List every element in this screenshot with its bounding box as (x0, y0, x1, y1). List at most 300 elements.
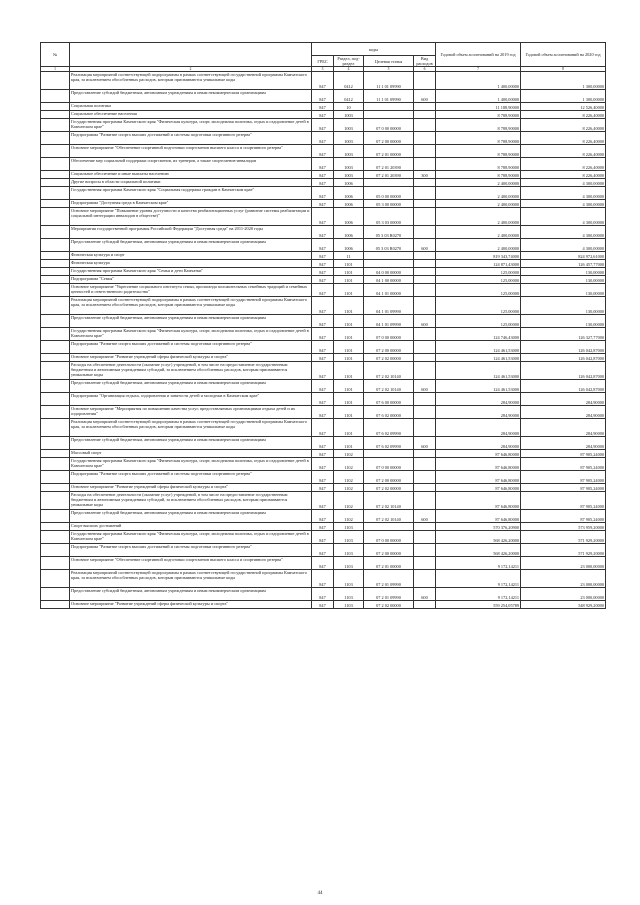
row-number-cell (41, 111, 70, 119)
table-row (41, 492, 606, 510)
table-row (41, 601, 606, 609)
table-row (41, 437, 606, 450)
row-target-cell: 07 2 00 00000 (364, 341, 414, 354)
table-row (41, 523, 606, 531)
row-name-cell: Подпрограмма "Развитие спорта высших достижений и системы подготовки спортивного резерва" (70, 471, 312, 484)
row-number-cell (41, 103, 70, 111)
table-row (41, 103, 606, 111)
row-number-cell (41, 268, 70, 276)
row-number-cell (41, 380, 70, 393)
row-grbs-cell: 847 (312, 544, 334, 557)
row-2020-amount-cell: 8 226,40000 (521, 111, 606, 119)
row-target-cell: 04 1 00 00000 (364, 276, 414, 284)
row-name-cell: Подпрограмма "Семья" (70, 276, 312, 284)
row-target-cell: 05 3 03 R0270 (364, 226, 414, 239)
row-target-cell: 07 2 02 00000 (364, 354, 414, 362)
row-target-cell: 07 2 02 00000 (364, 484, 414, 492)
row-expense-type-cell (414, 557, 436, 570)
row-grbs-cell: 847 (312, 239, 334, 252)
row-grbs-cell: 847 (312, 484, 334, 492)
row-2019-amount-cell: 125,00000 (436, 315, 521, 328)
row-2019-amount-cell: 284,90000 (436, 406, 521, 419)
row-number-cell (41, 328, 70, 341)
row-expense-type-cell (414, 354, 436, 362)
row-2019-amount-cell: 87 646,80000 (436, 450, 521, 458)
row-grbs-cell: 847 (312, 523, 334, 531)
row-2019-amount-cell: 87 646,80000 (436, 492, 521, 510)
row-number-cell (41, 523, 70, 531)
table-row (41, 510, 606, 523)
index-cell: 6 (414, 67, 436, 72)
row-number-cell (41, 90, 70, 103)
row-number-cell (41, 354, 70, 362)
row-target-cell: 07 6 02 09990 (364, 419, 414, 437)
row-expense-type-cell: 600 (414, 239, 436, 252)
row-expense-type-cell (414, 268, 436, 276)
row-section-cell: 1103 (334, 557, 364, 570)
row-grbs-cell: 847 (312, 557, 334, 570)
row-name-cell: Подпрограмма "Развитие спорта высших достижений и системы подготовки спортивного резерва" (70, 132, 312, 145)
row-2020-amount-cell: 130,00000 (521, 268, 606, 276)
row-section-cell: 1006 (334, 179, 364, 187)
row-grbs-cell: 847 (312, 260, 334, 268)
row-2019-amount-cell: 125,00000 (436, 268, 521, 276)
row-target-cell (364, 179, 414, 187)
row-section-cell: 1101 (334, 437, 364, 450)
row-section-cell: 1003 (334, 158, 364, 171)
row-name-cell: Государственная программа Камчатского края "Физическая культура, спорт, молодежная политика, отдых и оздоровление детей в Камчатском крае" (70, 119, 312, 132)
row-name-cell: Предоставление субсидий бюджетным, автономным учреждениям и иным некоммерческим организациям (70, 90, 312, 103)
row-name-cell: Подпрограмма "Организация отдыха, оздоровления и занятости детей и молодежи в Камчатском крае" (70, 393, 312, 406)
row-expense-type-cell (414, 284, 436, 297)
row-2019-amount-cell: 559 254,05789 (436, 601, 521, 609)
row-name-cell: Предоставление субсидий бюджетным, автономным учреждениям и иным некоммерческим организациям (70, 239, 312, 252)
row-2020-amount-cell: 23 000,00000 (521, 570, 606, 588)
row-grbs-cell: 847 (312, 268, 334, 276)
row-number-cell (41, 341, 70, 354)
row-expense-type-cell: 600 (414, 380, 436, 393)
row-grbs-cell: 847 (312, 419, 334, 437)
table-row (41, 484, 606, 492)
row-2019-amount-cell: 124 461,53000 (436, 341, 521, 354)
row-2019-amount-cell: 2 400,00000 (436, 208, 521, 226)
row-expense-type-cell (414, 200, 436, 208)
row-2019-amount-cell: 2 400,00000 (436, 226, 521, 239)
row-grbs-cell: 847 (312, 510, 334, 523)
index-cell: 4 (334, 67, 364, 72)
row-number-cell (41, 393, 70, 406)
row-name-cell: Социальное обеспечение и иные выплаты населению (70, 171, 312, 179)
row-2020-amount-cell: 23 000,00000 (521, 557, 606, 570)
row-target-cell: 07 2 01 20390 (364, 158, 414, 171)
row-2020-amount-cell: 87 905,24000 (521, 471, 606, 484)
row-2020-amount-cell: 23 000,00000 (521, 588, 606, 601)
row-name-cell: Основное мероприятие "Обеспечение спортивной подготовки спортсменов высшего класса и спортивного резерва" (70, 145, 312, 158)
row-section-cell: 1003 (334, 132, 364, 145)
row-name-cell: Основное мероприятие "Развитие учреждений сферы физической культуры и спорта" (70, 484, 312, 492)
table-row (41, 276, 606, 284)
row-number-cell (41, 239, 70, 252)
table-row (41, 239, 606, 252)
table-row (41, 419, 606, 437)
row-expense-type-cell (414, 484, 436, 492)
row-2020-amount-cell: 87 905,24000 (521, 458, 606, 471)
row-2020-amount-cell: 4 300,00000 (521, 208, 606, 226)
table-row (41, 471, 606, 484)
row-section-cell: 1101 (334, 297, 364, 315)
row-name-cell: Подпрограмма "Развитие спорта высших достижений и системы подготовки спортивного резерва" (70, 341, 312, 354)
row-grbs-cell: 847 (312, 90, 334, 103)
row-target-cell: 07 2 02 10140 (364, 380, 414, 393)
header-grbs: ГРБС (312, 56, 334, 67)
header-num: № (41, 43, 70, 67)
row-2019-amount-cell: 568 426,20000 (436, 544, 521, 557)
row-name-cell: Физическая культура и спорт (70, 252, 312, 260)
row-number-cell (41, 119, 70, 132)
table-row (41, 252, 606, 260)
row-section-cell: 10 (334, 103, 364, 111)
row-expense-type-cell (414, 531, 436, 544)
row-section-cell: 1103 (334, 601, 364, 609)
table-row (41, 119, 606, 132)
table-row (41, 354, 606, 362)
row-2020-amount-cell: 573 959,20000 (521, 523, 606, 531)
table-row (41, 158, 606, 171)
row-section-cell: 1101 (334, 354, 364, 362)
row-expense-type-cell (414, 362, 436, 380)
index-cell: 8 (521, 67, 606, 72)
row-2020-amount-cell: 284,90000 (521, 419, 606, 437)
row-name-cell: Основное мероприятие "Обеспечение спортивной подготовки спортсменов высшего класса и спортивного резерва" (70, 557, 312, 570)
row-2020-amount-cell: 4 300,00000 (521, 200, 606, 208)
row-2019-amount-cell: 8 788,90000 (436, 132, 521, 145)
row-target-cell: 07 6 02 09990 (364, 437, 414, 450)
table-row (41, 557, 606, 570)
row-expense-type-cell (414, 145, 436, 158)
row-2020-amount-cell: 126 457,77000 (521, 260, 606, 268)
table-row (41, 458, 606, 471)
row-expense-type-cell (414, 328, 436, 341)
row-2019-amount-cell: 87 646,80000 (436, 510, 521, 523)
row-section-cell: 1101 (334, 260, 364, 268)
row-grbs-cell: 847 (312, 145, 334, 158)
row-grbs-cell: 847 (312, 297, 334, 315)
row-2020-amount-cell: 87 905,24000 (521, 492, 606, 510)
row-target-cell: 07 2 00 00000 (364, 471, 414, 484)
row-section-cell: 1003 (334, 119, 364, 132)
table-row (41, 588, 606, 601)
row-name-cell: Государственная программа Камчатского края "Физическая культура, спорт, молодежная политика, отдых и оздоровление детей в Камчатском крае" (70, 328, 312, 341)
row-grbs-cell: 847 (312, 588, 334, 601)
row-section-cell: 1101 (334, 393, 364, 406)
row-section-cell: 1101 (334, 362, 364, 380)
row-target-cell: 07 2 01 09990 (364, 570, 414, 588)
row-2019-amount-cell: 9 172,14211 (436, 570, 521, 588)
row-2019-amount-cell: 9 172,14211 (436, 557, 521, 570)
row-2020-amount-cell: 824 972,61000 (521, 252, 606, 260)
row-number-cell (41, 601, 70, 609)
row-number-cell (41, 260, 70, 268)
row-number-cell (41, 588, 70, 601)
row-2019-amount-cell: 87 646,80000 (436, 484, 521, 492)
row-expense-type-cell: 600 (414, 510, 436, 523)
row-target-cell (364, 450, 414, 458)
row-number-cell (41, 315, 70, 328)
row-2019-amount-cell: 125,00000 (436, 276, 521, 284)
row-section-cell: 1102 (334, 450, 364, 458)
row-name-cell: Другие вопросы в области социальной политики (70, 179, 312, 187)
row-grbs-cell: 847 (312, 284, 334, 297)
row-grbs-cell: 847 (312, 354, 334, 362)
row-expense-type-cell (414, 450, 436, 458)
row-2019-amount-cell: 8 788,90000 (436, 111, 521, 119)
row-grbs-cell: 847 (312, 171, 334, 179)
row-name-cell: Спорт высших достижений (70, 523, 312, 531)
table-row (41, 341, 606, 354)
row-2019-amount-cell: 819 343,74000 (436, 252, 521, 260)
row-2020-amount-cell: 130,00000 (521, 284, 606, 297)
row-grbs-cell: 847 (312, 158, 334, 171)
row-name-cell: Социальное обеспечение населения (70, 111, 312, 119)
row-grbs-cell: 847 (312, 437, 334, 450)
row-number-cell (41, 419, 70, 437)
row-2020-amount-cell: 571 929,20000 (521, 544, 606, 557)
row-section-cell: 1101 (334, 419, 364, 437)
row-number-cell (41, 252, 70, 260)
row-2020-amount-cell: 126 327,77000 (521, 328, 606, 341)
row-target-cell: 05 3 03 00000 (364, 208, 414, 226)
row-2019-amount-cell: 1 400,00000 (436, 90, 521, 103)
row-grbs-cell: 847 (312, 187, 334, 200)
row-grbs-cell: 847 (312, 276, 334, 284)
row-name-cell: Государственная программа Камчатского края "Семья и дети Камчатки" (70, 268, 312, 276)
header-name (70, 43, 312, 67)
row-section-cell: 0412 (334, 72, 364, 90)
row-section-cell: 11 (334, 252, 364, 260)
row-expense-type-cell (414, 119, 436, 132)
row-2019-amount-cell: 87 646,80000 (436, 471, 521, 484)
row-grbs-cell: 847 (312, 471, 334, 484)
row-grbs-cell: 847 (312, 531, 334, 544)
row-grbs-cell: 847 (312, 450, 334, 458)
table-row (41, 171, 606, 179)
row-section-cell: 1103 (334, 570, 364, 588)
row-name-cell: Расходы на обеспечение деятельности (оказание услуг) учреждений, в том числе на предоставление государственным бюджетным и автономным учреждениям субсидий, за исключением обособленных расходов, которым присваиваются уникальные коды (70, 492, 312, 510)
table-row (41, 200, 606, 208)
budget-table (40, 42, 606, 609)
row-2019-amount-cell: 2 400,00000 (436, 200, 521, 208)
row-expense-type-cell (414, 72, 436, 90)
row-number-cell (41, 171, 70, 179)
row-number-cell (41, 458, 70, 471)
row-number-cell (41, 276, 70, 284)
row-section-cell: 0412 (334, 90, 364, 103)
row-target-cell: 07 2 02 10140 (364, 492, 414, 510)
row-target-cell: 07 2 00 00000 (364, 544, 414, 557)
row-section-cell: 1003 (334, 145, 364, 158)
row-2020-amount-cell: 571 929,20000 (521, 531, 606, 544)
table-row (41, 72, 606, 90)
row-name-cell: Государственная программа Камчатского края "Физическая культура, спорт, молодежная политика, отдых и оздоровление детей в Камчатском крае" (70, 458, 312, 471)
table-row (41, 208, 606, 226)
row-grbs-cell: 847 (312, 208, 334, 226)
row-number-cell (41, 208, 70, 226)
row-2020-amount-cell: 284,90000 (521, 437, 606, 450)
row-section-cell: 1102 (334, 484, 364, 492)
row-2019-amount-cell: 570 376,20900 (436, 523, 521, 531)
row-2020-amount-cell: 8 226,40000 (521, 119, 606, 132)
row-expense-type-cell: 300 (414, 171, 436, 179)
table-row (41, 268, 606, 276)
row-section-cell: 1101 (334, 276, 364, 284)
row-section-cell: 1006 (334, 226, 364, 239)
page-number: 44 (317, 891, 323, 896)
row-target-cell: 04 0 00 00000 (364, 268, 414, 276)
row-number-cell (41, 297, 70, 315)
row-target-cell: 07 2 02 00000 (364, 601, 414, 609)
row-section-cell: 1006 (334, 239, 364, 252)
row-expense-type-cell (414, 252, 436, 260)
table-row (41, 393, 606, 406)
row-expense-type-cell (414, 419, 436, 437)
row-expense-type-cell (414, 111, 436, 119)
row-section-cell: 1101 (334, 315, 364, 328)
row-number-cell (41, 179, 70, 187)
index-cell: 3 (312, 67, 334, 72)
row-section-cell: 1101 (334, 406, 364, 419)
row-number-cell (41, 471, 70, 484)
row-grbs-cell: 847 (312, 393, 334, 406)
row-expense-type-cell: 600 (414, 90, 436, 103)
row-section-cell: 1101 (334, 268, 364, 276)
row-expense-type-cell: 600 (414, 437, 436, 450)
row-expense-type-cell (414, 601, 436, 609)
row-target-cell: 07 2 00 00000 (364, 132, 414, 145)
row-2020-amount-cell: 1 300,00000 (521, 72, 606, 90)
row-2020-amount-cell: 87 905,24000 (521, 510, 606, 523)
row-name-cell: Предоставление субсидий бюджетным, автономным учреждениям и иным некоммерческим организациям (70, 437, 312, 450)
row-name-cell: Государственная программа Камчатского края "Физическая культура, спорт, молодежная политика, отдых и оздоровление детей в Камчатском крае" (70, 531, 312, 544)
row-grbs-cell: 847 (312, 362, 334, 380)
index-cell: 7 (436, 67, 521, 72)
table-row (41, 90, 606, 103)
row-name-cell: Массовый спорт (70, 450, 312, 458)
row-number-cell (41, 200, 70, 208)
row-target-cell (364, 111, 414, 119)
row-name-cell: Расходы на обеспечение деятельности (оказание услуг) учреждений, в том числе на предоставление государственным бюджетным и автономным учреждениям субсидий, за исключением обособленных расходов, которым присваиваются уникальные коды (70, 362, 312, 380)
table-row (41, 132, 606, 145)
table-row (41, 226, 606, 239)
row-2019-amount-cell: 2 400,00000 (436, 187, 521, 200)
row-2020-amount-cell: 126 042,87000 (521, 380, 606, 393)
row-number-cell (41, 187, 70, 200)
row-grbs-cell: 847 (312, 252, 334, 260)
row-2019-amount-cell: 125,00000 (436, 297, 521, 315)
row-name-cell: Реализация мероприятий соответствующей подпрограммы в рамках соответствующей государственной программы Камчатского края, за исключением обособленных расходов, которым присваиваются уникальные коды (70, 297, 312, 315)
row-2019-amount-cell: 124 461,53000 (436, 354, 521, 362)
row-number-cell (41, 544, 70, 557)
row-name-cell: Физическая культура (70, 260, 312, 268)
table-row (41, 450, 606, 458)
row-section-cell: 1103 (334, 523, 364, 531)
row-name-cell: Предоставление субсидий бюджетным, автономным учреждениям и иным некоммерческим организациям (70, 510, 312, 523)
row-2019-amount-cell: 2 400,00000 (436, 179, 521, 187)
table-row (41, 145, 606, 158)
row-target-cell: 07 2 01 00000 (364, 145, 414, 158)
row-section-cell: 1101 (334, 328, 364, 341)
row-name-cell: Основное мероприятие "Мероприятия по повышению качества услуг, предоставляемых организациями отдыха детей и их оздоровления" (70, 406, 312, 419)
row-2020-amount-cell: 126 042,87000 (521, 362, 606, 380)
index-cell: 2 (70, 67, 312, 72)
row-number-cell (41, 570, 70, 588)
row-2020-amount-cell: 87 905,24000 (521, 450, 606, 458)
row-number-cell (41, 72, 70, 90)
row-name-cell: Предоставление субсидий бюджетным, автономным учреждениям и иным некоммерческим организациям (70, 380, 312, 393)
table-row (41, 260, 606, 268)
row-name-cell: Реализация мероприятий соответствующей подпрограммы в рамках соответствующей государственной программы Камчатского края, за исключением обособленных расходов, которым присваиваются уникальные коды (70, 72, 312, 90)
table-row (41, 297, 606, 315)
row-name-cell: Реализация мероприятий соответствующей подпрограммы в рамках соответствующей государственной программы Камчатского края, за исключением обособленных расходов, которым присваиваются уникальные коды (70, 570, 312, 588)
table-row (41, 284, 606, 297)
row-expense-type-cell (414, 544, 436, 557)
row-number-cell (41, 510, 70, 523)
row-2020-amount-cell: 130,00000 (521, 297, 606, 315)
row-2020-amount-cell: 130,00000 (521, 315, 606, 328)
row-section-cell: 1102 (334, 492, 364, 510)
header-year-2019: Годовой объем ассигнований на 2019 год (436, 43, 521, 67)
row-target-cell: 07 0 00 00000 (364, 458, 414, 471)
row-number-cell (41, 437, 70, 450)
row-2019-amount-cell: 8 788,90000 (436, 145, 521, 158)
row-target-cell: 07 6 00 00000 (364, 393, 414, 406)
row-expense-type-cell (414, 341, 436, 354)
row-number-cell (41, 284, 70, 297)
row-section-cell: 1102 (334, 471, 364, 484)
row-expense-type-cell (414, 187, 436, 200)
row-2020-amount-cell: 12 526,40000 (521, 103, 606, 111)
table-body (41, 72, 606, 609)
row-section-cell: 1102 (334, 510, 364, 523)
row-2019-amount-cell: 125,00000 (436, 284, 521, 297)
row-name-cell: Основное мероприятие "Развитие учреждений сферы физической культуры и спорта" (70, 354, 312, 362)
table-row (41, 187, 606, 200)
row-expense-type-cell (414, 158, 436, 171)
header-expense-type: Вид расходов (414, 56, 436, 67)
row-grbs-cell: 847 (312, 341, 334, 354)
header-target: Целевая статья (364, 56, 414, 67)
row-2020-amount-cell: 8 226,40000 (521, 158, 606, 171)
row-expense-type-cell (414, 297, 436, 315)
row-section-cell: 1003 (334, 171, 364, 179)
row-grbs-cell: 847 (312, 315, 334, 328)
row-number-cell (41, 484, 70, 492)
table-row (41, 362, 606, 380)
row-name-cell: Предоставление субсидий бюджетным, автономным учреждениям и иным некоммерческим организациям (70, 315, 312, 328)
row-section-cell: 1103 (334, 588, 364, 601)
row-2020-amount-cell: 8 226,40000 (521, 171, 606, 179)
row-2019-amount-cell: 284,90000 (436, 393, 521, 406)
row-target-cell: 04 1 01 09990 (364, 297, 414, 315)
row-number-cell (41, 492, 70, 510)
row-target-cell: 11 1 01 09990 (364, 90, 414, 103)
row-2020-amount-cell: 4 300,00000 (521, 187, 606, 200)
row-expense-type-cell (414, 523, 436, 531)
index-cell: 1 (41, 67, 70, 72)
row-expense-type-cell (414, 406, 436, 419)
row-2019-amount-cell: 11 188,90000 (436, 103, 521, 111)
table-row (41, 544, 606, 557)
row-name-cell: Основное мероприятие "Повышение уровня доступности и качества реабилитационных услуг (развитие системы реабилитации и социальной интеграции инвалидов в обществе)" (70, 208, 312, 226)
